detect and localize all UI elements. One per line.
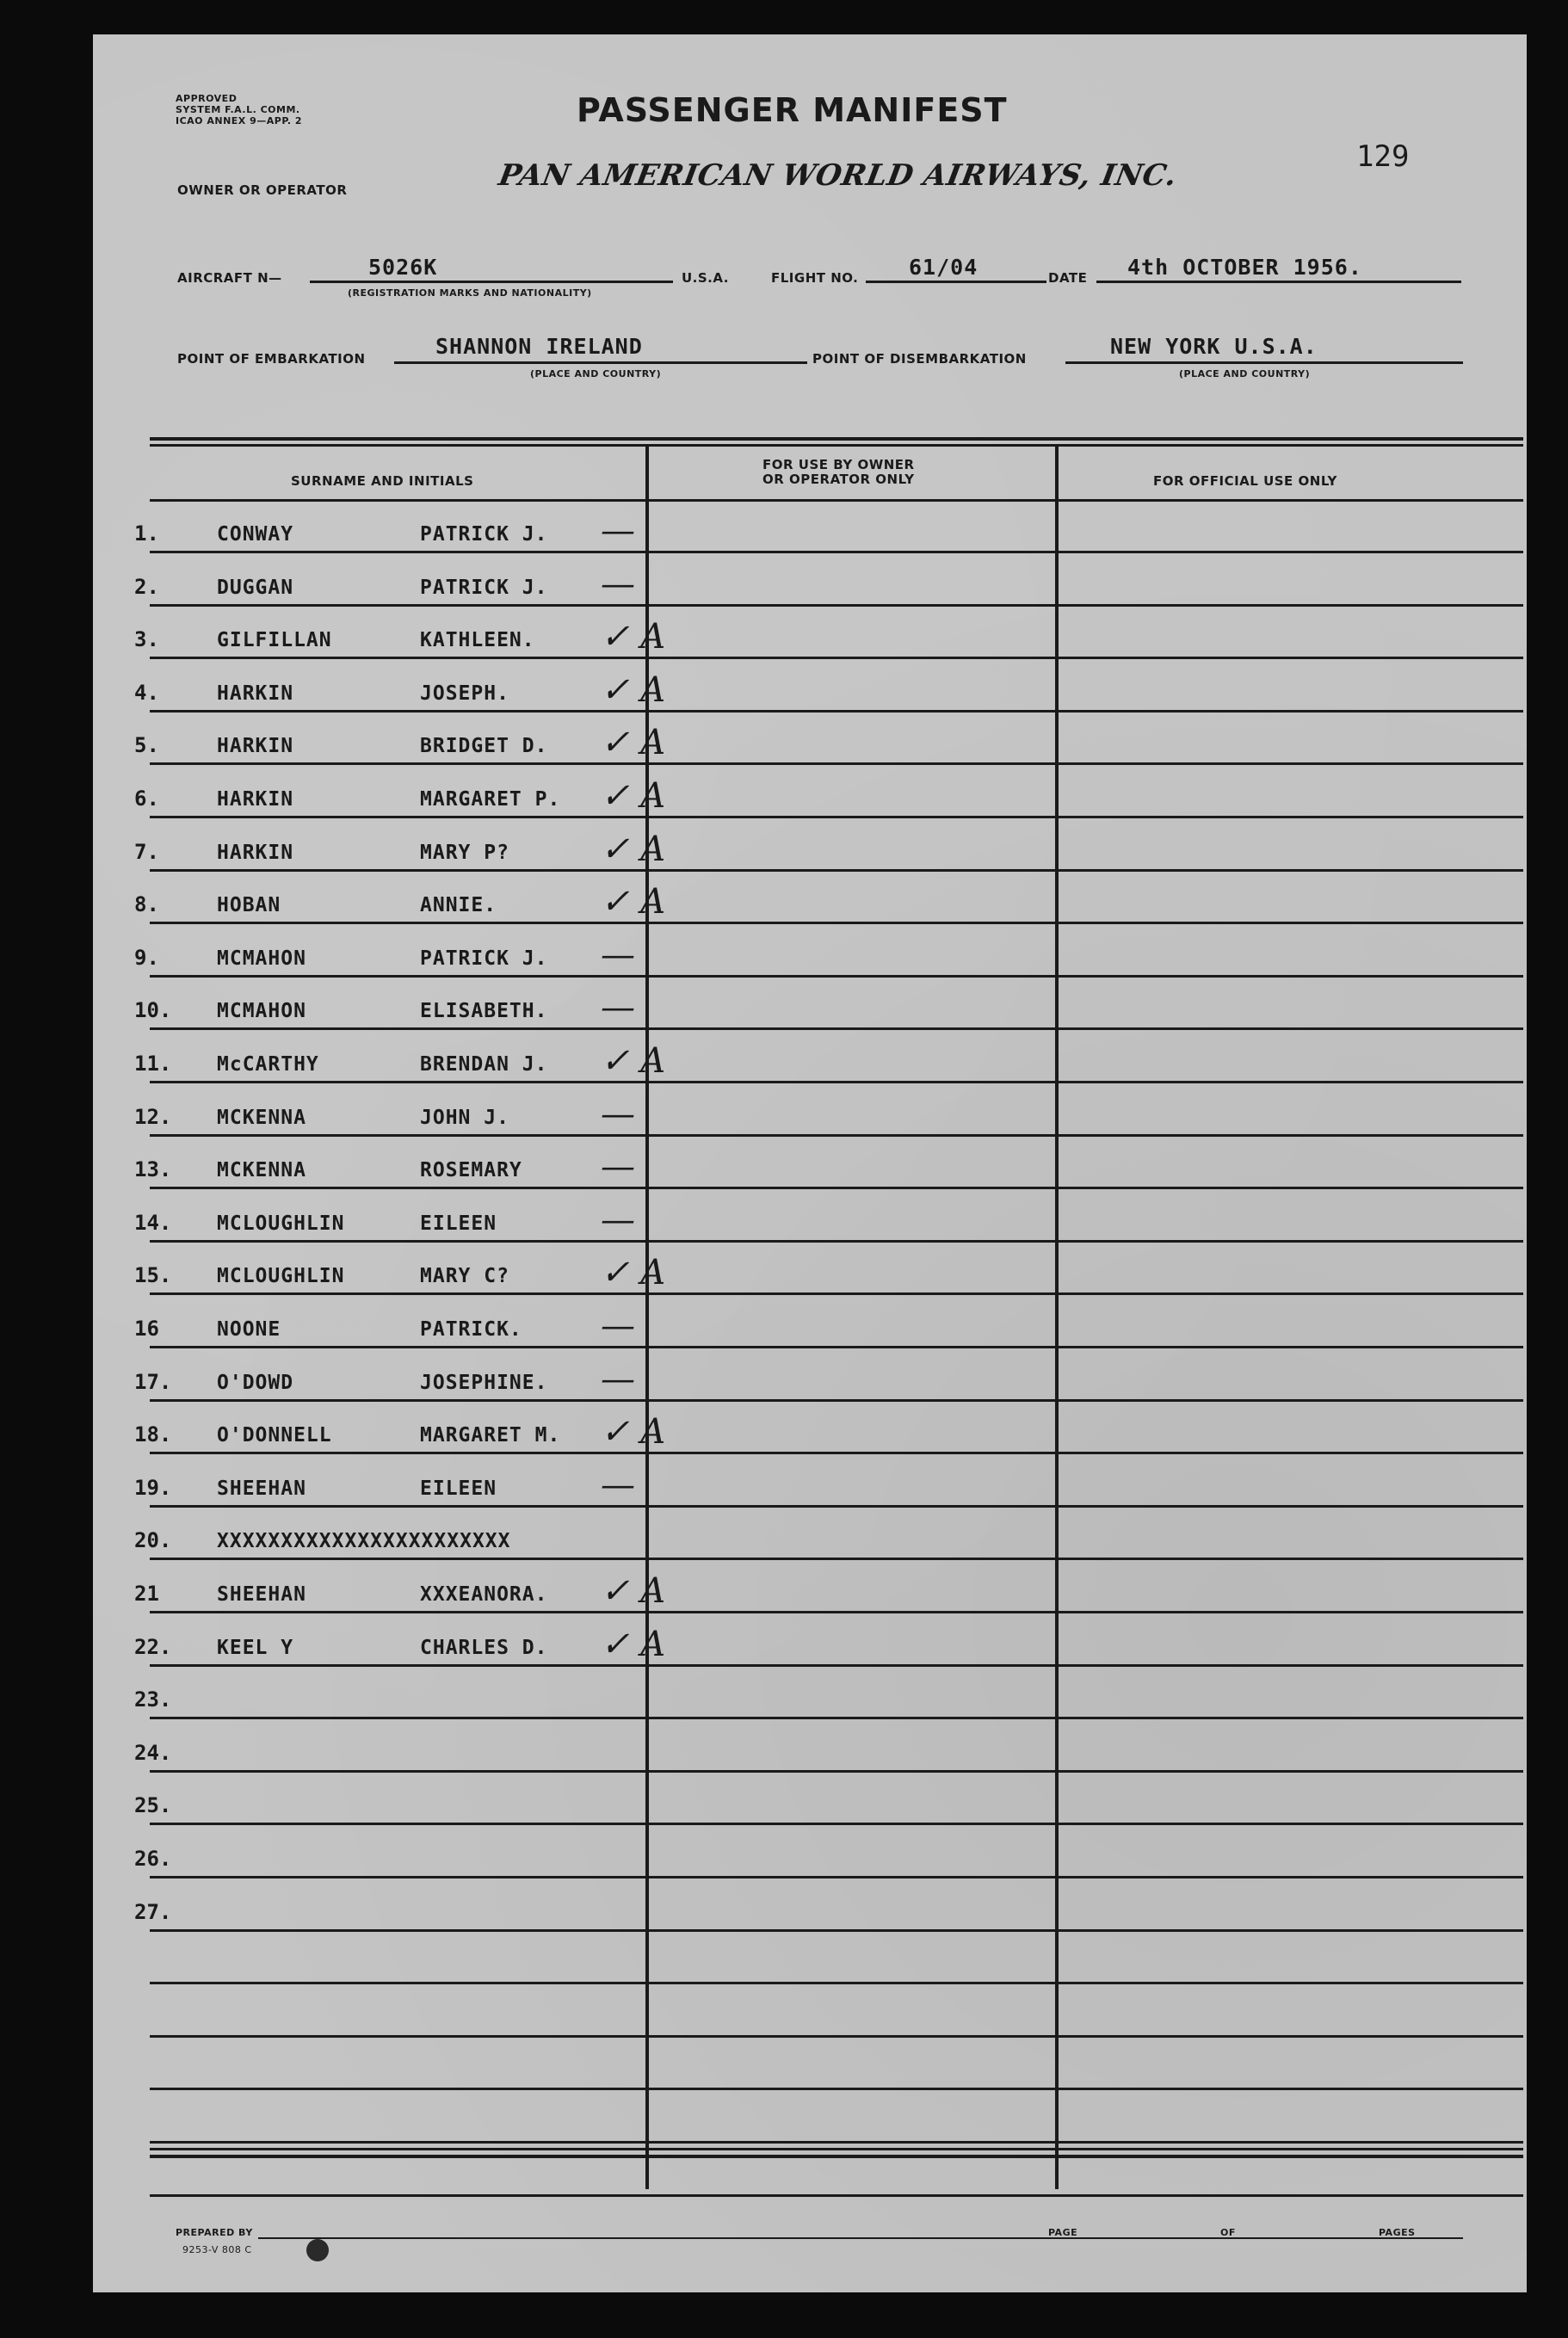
disembark-value: NEW YORK U.S.A.: [1110, 334, 1318, 359]
approval-line-1: APPROVED: [176, 93, 238, 104]
passenger-surname: NOONE: [217, 1318, 281, 1341]
owner-value: PAN AMERICAN WORLD AIRWAYS, INC.: [496, 158, 1180, 193]
passenger-surname: HARKIN: [217, 735, 294, 758]
row-rule: [150, 710, 1523, 713]
passenger-given-name: JOHN J.: [420, 1106, 509, 1129]
passenger-given-name: PATRICK.: [420, 1318, 522, 1341]
row-number: 17.: [134, 1369, 172, 1394]
usa-label: U.S.A.: [682, 270, 729, 286]
of-label: OF: [1220, 2227, 1236, 2238]
date-underline: [1096, 281, 1461, 283]
table-top-rule-1: [150, 437, 1523, 441]
row-number: 19.: [134, 1475, 172, 1500]
owner-check-mark: —: [601, 1094, 635, 1134]
passenger-given-name: PATRICK J.: [420, 576, 548, 599]
row-rule: [150, 1452, 1523, 1454]
column-divider-2: [1055, 444, 1059, 2189]
passenger-surname: HARKIN: [217, 788, 294, 811]
row-number: 1.: [134, 521, 159, 546]
column-header-surname: SURNAME AND INITIALS: [291, 473, 474, 489]
embark-note: (PLACE AND COUNTRY): [530, 368, 662, 379]
column-header-owner: [762, 458, 915, 487]
passenger-given-name: ROSEMARY: [420, 1159, 522, 1182]
passenger-given-name: MARGARET P.: [420, 788, 561, 811]
aircraft-label: AIRCRAFT N—: [177, 270, 282, 286]
owner-check-mark: —: [601, 935, 635, 975]
row-rule: [150, 1876, 1523, 1878]
passenger-surname: McCARTHY: [217, 1053, 319, 1076]
owner-check-mark: ✓ A: [601, 776, 666, 816]
column-header-owner-line-1: FOR USE BY OWNER: [762, 457, 915, 472]
owner-check-mark: ✓ A: [601, 1253, 666, 1293]
row-number: 14.: [134, 1210, 172, 1235]
row-rule: [150, 1081, 1523, 1083]
passenger-surname: HARKIN: [217, 682, 294, 705]
owner-label: OWNER OR OPERATOR: [177, 182, 348, 198]
header-bottom-rule: [150, 499, 1523, 502]
owner-check-mark: —: [601, 1200, 635, 1240]
owner-check-mark: —: [601, 1147, 635, 1188]
owner-check-mark: —: [601, 1465, 635, 1505]
page-number: 129: [1356, 139, 1410, 174]
passenger-surname: O'DONNELL: [217, 1424, 332, 1447]
row-rule: [150, 1823, 1523, 1825]
row-number: 21: [134, 1582, 159, 1606]
row-rule: [150, 551, 1523, 553]
owner-check-mark: ✓ A: [601, 669, 666, 710]
disembark-label: POINT OF DISEMBARKATION: [812, 351, 1027, 367]
passenger-given-name: BRIDGET D.: [420, 735, 548, 758]
blank-row-rule: [150, 1982, 1523, 1984]
row-rule: [150, 869, 1523, 872]
prepared-by-label: PREPARED BY: [176, 2227, 253, 2238]
row-number: 6.: [134, 787, 159, 811]
passenger-surname: MCMAHON: [217, 947, 306, 970]
passenger-surname: MCLOUGHLIN: [217, 1212, 345, 1235]
row-rule: [150, 604, 1523, 607]
passenger-given-name: CHARLES D.: [420, 1636, 548, 1659]
approval-line-3: ICAO ANNEX 9—APP. 2: [176, 115, 303, 126]
blank-row-rule: [150, 2141, 1523, 2144]
row-number: 27.: [134, 1899, 172, 1924]
row-number: 26.: [134, 1847, 172, 1871]
row-number: 12.: [134, 1104, 172, 1129]
row-number: 16: [134, 1317, 159, 1341]
passenger-surname: HARKIN: [217, 841, 294, 864]
owner-check-mark: —: [601, 1306, 635, 1346]
passenger-surname: CONWAY: [217, 523, 294, 546]
disembark-underline: [1065, 361, 1463, 364]
row-number: 8.: [134, 892, 159, 917]
row-rule: [150, 1717, 1523, 1719]
document-title: PASSENGER MANIFEST: [577, 91, 1008, 129]
row-rule: [150, 762, 1523, 765]
embark-underline: [394, 361, 807, 364]
aircraft-underline: [310, 281, 673, 283]
blank-row-rule: [150, 2194, 1523, 2197]
owner-check-mark: ✓ A: [601, 829, 666, 869]
disembark-note: (PLACE AND COUNTRY): [1179, 368, 1311, 379]
passenger-surname: MCKENNA: [217, 1159, 306, 1182]
row-rule: [150, 1929, 1523, 1932]
row-rule: [150, 1187, 1523, 1189]
column-header-owner-line-2: OR OPERATOR ONLY: [762, 472, 915, 487]
page-label: PAGE: [1048, 2227, 1078, 2238]
row-rule: [150, 1664, 1523, 1667]
embark-value: SHANNON IRELAND: [435, 334, 643, 359]
row-rule: [150, 1027, 1523, 1030]
passenger-given-name: MARY C?: [420, 1265, 509, 1288]
owner-check-mark: ✓ A: [601, 1412, 666, 1453]
owner-check-mark: —: [601, 511, 635, 551]
approval-line-2: SYSTEM F.A.L. COMM.: [176, 104, 300, 115]
flight-underline: [866, 281, 1046, 283]
form-number: 9253-V 808 C: [182, 2244, 252, 2255]
passenger-surname: GILFILLAN: [217, 629, 332, 652]
row-number: 2.: [134, 574, 159, 599]
union-bug-icon: [306, 2239, 329, 2261]
blank-row-rule: [150, 2088, 1523, 2090]
row-number: 7.: [134, 839, 159, 864]
approval-stamp: [176, 93, 302, 126]
row-number: 10.: [134, 998, 172, 1023]
manifest-page: [93, 34, 1527, 2292]
aircraft-note: (REGISTRATION MARKS AND NATIONALITY): [348, 287, 592, 299]
row-number: 5.: [134, 733, 159, 758]
owner-check-mark: ✓ A: [601, 882, 666, 922]
pages-label: PAGES: [1379, 2227, 1416, 2238]
passenger-surname: KEEL Y: [217, 1636, 294, 1659]
row-rule: [150, 1399, 1523, 1402]
prepared-by-line: [258, 2237, 1463, 2239]
owner-check-mark: ✓ A: [601, 723, 666, 763]
passenger-surname: MCKENNA: [217, 1106, 306, 1129]
owner-check-mark: ✓ A: [601, 1624, 666, 1664]
owner-check-mark: —: [601, 988, 635, 1028]
embark-label: POINT OF EMBARKATION: [177, 351, 366, 367]
table-bottom-rule-1: [150, 2148, 1523, 2150]
passenger-given-name: EILEEN: [420, 1477, 497, 1500]
row-rule: [150, 1770, 1523, 1773]
row-rule: [150, 1505, 1523, 1508]
column-header-official: FOR OFFICIAL USE ONLY: [1153, 473, 1337, 489]
passenger-given-name: PATRICK J.: [420, 523, 548, 546]
blank-row-rule: [150, 2035, 1523, 2038]
row-rule: [150, 1240, 1523, 1243]
owner-check-mark: —: [601, 564, 635, 604]
row-number: 15.: [134, 1263, 172, 1288]
passenger-surname: SHEEHAN: [217, 1583, 306, 1606]
passenger-surname: HOBAN: [217, 894, 281, 917]
row-rule: [150, 1134, 1523, 1137]
passenger-given-name: PATRICK J.: [420, 947, 548, 970]
passenger-surname: DUGGAN: [217, 576, 294, 599]
passenger-given-name: EILEEN: [420, 1212, 497, 1235]
passenger-surname: O'DOWD: [217, 1371, 294, 1394]
passenger-surname: XXXXXXXXXXXXXXXXXXXXXXX: [217, 1530, 511, 1553]
passenger-given-name: ELISABETH.: [420, 1000, 548, 1023]
aircraft-value: 5026K: [368, 255, 438, 280]
passenger-surname: SHEEHAN: [217, 1477, 306, 1500]
row-rule: [150, 816, 1523, 818]
owner-check-mark: ✓ A: [601, 617, 666, 657]
flight-label: FLIGHT NO.: [771, 270, 859, 286]
row-rule: [150, 1292, 1523, 1295]
row-number: 23.: [134, 1687, 172, 1712]
row-number: 9.: [134, 945, 159, 970]
row-rule: [150, 657, 1523, 659]
owner-check-mark: ✓ A: [601, 1041, 666, 1081]
row-rule: [150, 1611, 1523, 1613]
passenger-given-name: XXXEANORA.: [420, 1583, 548, 1606]
date-label: DATE: [1048, 270, 1088, 286]
row-number: 22.: [134, 1634, 172, 1659]
owner-check-mark: —: [601, 1359, 635, 1399]
row-number: 13.: [134, 1157, 172, 1182]
passenger-given-name: MARY P?: [420, 841, 509, 864]
passenger-given-name: MARGARET M.: [420, 1424, 561, 1447]
passenger-surname: MCLOUGHLIN: [217, 1265, 345, 1288]
row-number: 11.: [134, 1052, 172, 1076]
row-number: 24.: [134, 1740, 172, 1765]
passenger-given-name: ANNIE.: [420, 894, 497, 917]
date-value: 4th OCTOBER 1956.: [1127, 255, 1362, 280]
table-top-rule-2: [150, 444, 1523, 447]
row-number: 3.: [134, 627, 159, 652]
row-rule: [150, 922, 1523, 924]
table-bottom-rule-2: [150, 2155, 1523, 2158]
row-rule: [150, 1558, 1523, 1560]
row-number: 25.: [134, 1793, 172, 1818]
row-rule: [150, 975, 1523, 978]
flight-value: 61/04: [909, 255, 978, 280]
owner-check-mark: ✓ A: [601, 1571, 666, 1611]
row-rule: [150, 1346, 1523, 1348]
passenger-given-name: JOSEPHINE.: [420, 1371, 548, 1394]
passenger-surname: MCMAHON: [217, 1000, 306, 1023]
row-number: 20.: [134, 1528, 172, 1553]
passenger-given-name: BRENDAN J.: [420, 1053, 548, 1076]
row-number: 4.: [134, 680, 159, 705]
passenger-given-name: KATHLEEN.: [420, 629, 535, 652]
passenger-given-name: JOSEPH.: [420, 682, 509, 705]
row-number: 18.: [134, 1422, 172, 1447]
